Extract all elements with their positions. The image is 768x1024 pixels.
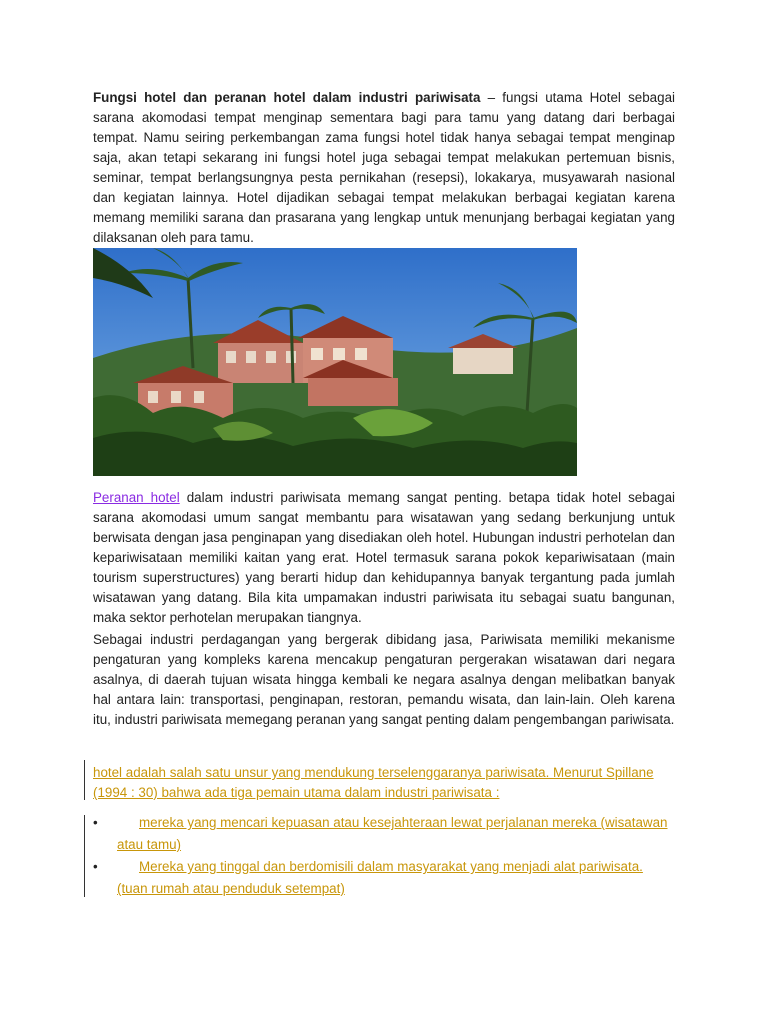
peranan-hotel-link[interactable]: Peranan hotel [93,490,180,505]
bullet-marker: • [93,815,98,830]
industri-paragraph: Sebagai industri perdagangan yang bergerak dibidang jasa, Pariwisata memiliki mekanisme pengaturan yang kompleks karena mencakup pengaturan pergerakan wisatawan dari negara asalnya, di daerah tujuan wisata hingga kembali ke negara asalnya dengan melibatkan banyak hal antara lain: transportasi, penginapan, restoran, pemandu wisata, dan lain-lain. Oleh karena itu, industri pariwisata memegang peranan yang sangat penting dalam pengembangan pariwisata. [93,632,675,727]
quote-block [84,760,675,900]
players-list [84,812,675,900]
bullet-marker: • [93,859,98,874]
peranan-body: dalam industri pariwisata memang sangat penting. betapa tidak hotel sebagai sarana akomodasi umum sangat membantu para wisatawan yang sedang berkunjung untuk berwisata dengan jasa penginapan yang disediakan oleh hotel. Hubungan industri perhotelan dan kepariwisataan memiliki kaitan yang erat. Hotel termasuk sarana pokok kepariwisataan (main tourism superstructures) yang berarti hidup dan kehidupannya banyak tergantung pada jumlah wisatawan yang datang. Bila kita umpamakan industri pariwisata itu sebagai suatu bangunan, maka sektor perhotelan merupakan tiangnya. [93,490,676,625]
list-item[interactable] [84,856,675,900]
peranan-paragraph-block [93,488,675,628]
hotel-photo-illustration [93,248,577,476]
intro-title: Fungsi hotel dan peranan hotel dalam industri pariwisata [93,90,481,105]
list-item[interactable] [84,812,675,856]
intro-paragraph-block [93,88,675,248]
quote-text[interactable]: hotel adalah salah satu unsur yang mendukung terselenggaranya pariwisata. Menurut Spillane (1994 : 30) bahwa ada tiga pemain utama dalam industri pariwisata : [93,765,654,800]
quote-left-border [84,760,85,800]
industri-paragraph-block [93,630,675,730]
peranan-paragraph [93,488,675,628]
list-item-text[interactable]: mereka yang mencari kepuasan atau kesejahteraan lewat perjalanan mereka (wisatawan atau tamu) [117,815,668,852]
list-item-text[interactable]: Mereka yang tinggal dan berdomisili dalam masyarakat yang menjadi alat pariwisata. (tuan rumah atau penduduk setempat) [117,859,643,896]
intro-body: – fungsi utama Hotel sebagai sarana akomodasi tempat menginap sementara bagi para tamu yang datang dari berbagai tempat. Namu seiring perkembangan zama fungsi hotel tidak hanya sebagai tempat menginap saja, akan tetapi sekarang ini fungsi hotel juga sebagai tempat melakukan pertemuan bisnis, seminar, tempat berlangsungnya pesta pernikahan (resepsi), lokakarya, musyawarah nasional dan kegiatan lainnya. Hotel dijadikan sebagai tempat melakukan berbagai kegiatan karena memang memiliki sarana dan prasarana yang lengkap untuk menunjang berbagai kegiatan yang dilaksanan oleh para tamu. [93,90,675,245]
intro-paragraph [93,88,675,248]
hotel-photo [93,248,577,476]
